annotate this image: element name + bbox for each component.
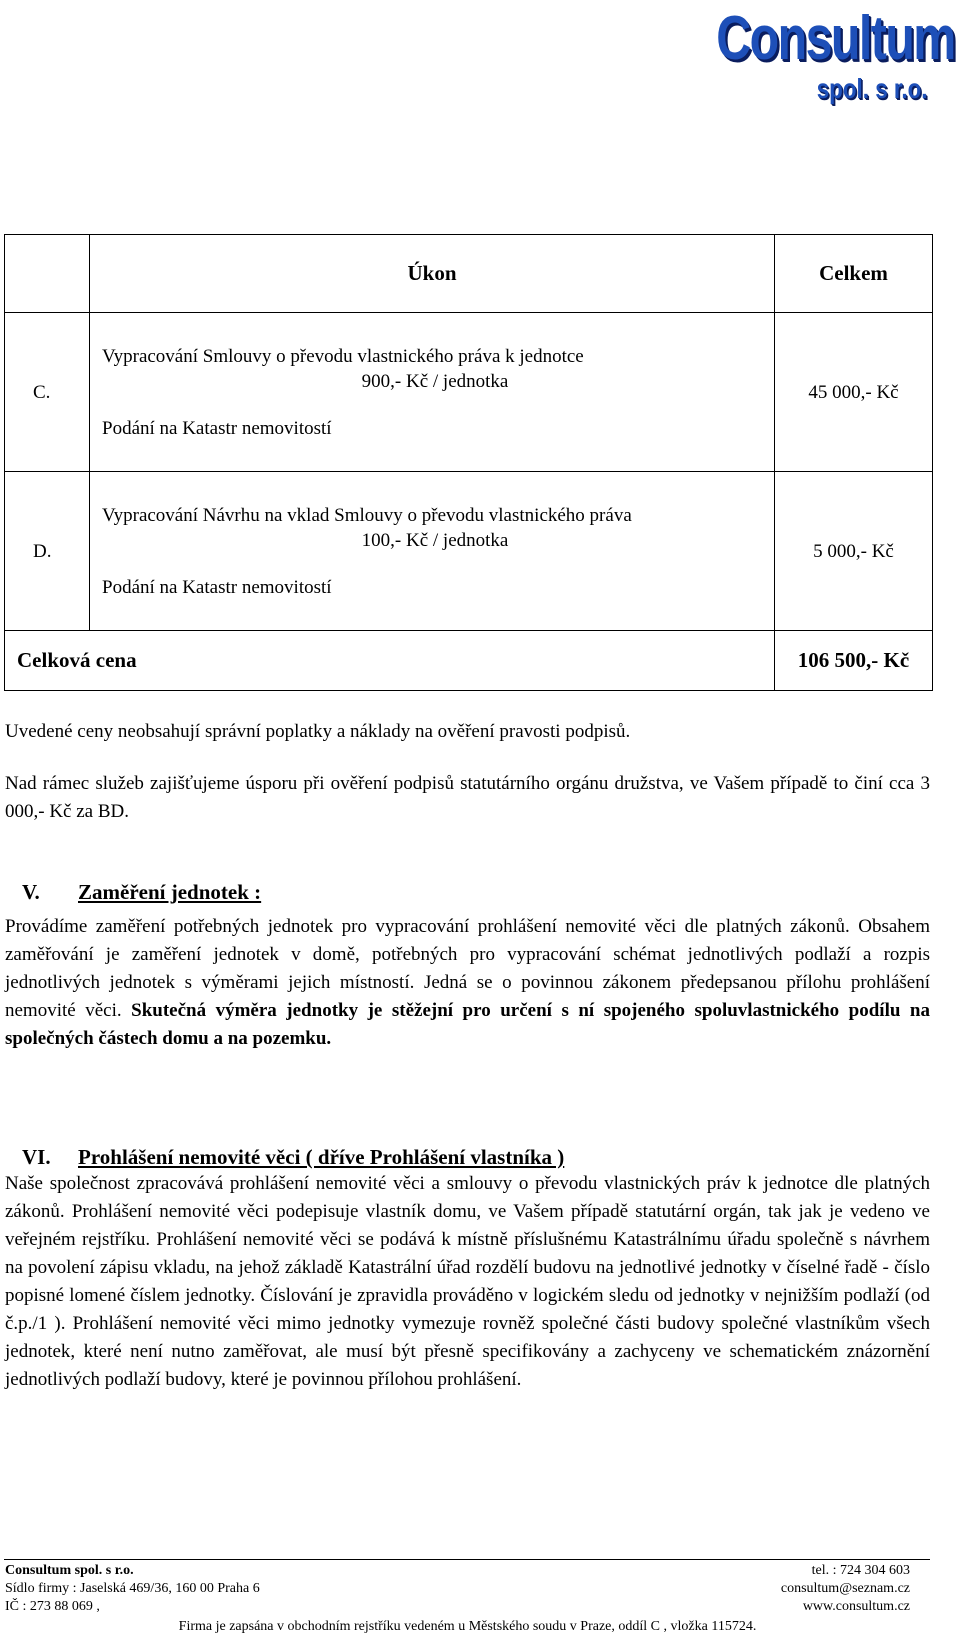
section-5-number: V. — [22, 880, 40, 904]
row-amount: 45 000,- Kč — [775, 313, 933, 472]
row-line-2: 900,- Kč / jednotka — [361, 370, 509, 392]
section-6-heading — [22, 1143, 564, 1171]
footer-ic: IČ : 273 88 069 , — [5, 1599, 100, 1614]
footer-divider — [4, 1559, 930, 1560]
table-total-row — [5, 631, 933, 691]
header-ukon: Úkon — [90, 235, 775, 313]
table-header-empty — [5, 235, 90, 313]
price-table — [4, 234, 933, 691]
note-fees: Uvedené ceny neobsahují správní poplatky a náklady na ověření pravosti podpisů. — [5, 721, 631, 742]
row-line-1: Vypracování Návrhu na vklad Smlouvy o převodu vlastnického práva — [102, 504, 632, 526]
row-code: C. — [5, 313, 90, 472]
footer-web: www.consultum.cz — [802, 1599, 910, 1614]
logo-subtitle: spol. s r.o. — [816, 73, 927, 104]
total-label: Celková cena — [5, 631, 775, 691]
logo-wordmark: Consultum — [716, 4, 955, 73]
total-amount: 106 500,- Kč — [775, 631, 933, 691]
row-code: D. — [5, 472, 90, 631]
section-6-body: Naše společnost zpracovává prohlášení nemovité věci a smlouvy o převodu vlastnických práv k jednotce dle platných zákonů. Prohlášení nemovité věci podepisuje vlastník domu, ve Vašem případě statutární orgán, tak jak je vedeno ve veřejném rejstříku. Prohlášení nemovité věci se podává k místně příslušnému Katastrálnímu úřadu společně s návrhem na povolení zápisu vkladu, na jehož základě Katastrální úřad rozdělí budovu na jednotlivé jednotky v číselné řadě - číslo popisné lomené číslem jednotky. Číslování je zpravidla prováděno v logickém sledu od jednotky v nejnižším podlaží (od č.p./1 ). Prohlášení nemovité věci mimo jednotky vymezuje rovněž společné části budovy společné vlastníkům všech jednotek, které není nutno zaměřovat, ale musí být přesně specifikovány a zachyceny ve schematickém znázornění jednotlivých podlaží budovy, které je povinnou přílohou prohlášení. — [5, 1173, 930, 1390]
table-row — [5, 313, 933, 472]
section-6-title: Prohlášení nemovité věci ( dříve Prohlášení vlastníka ) — [78, 1145, 565, 1169]
note-savings: Nad rámec služeb zajišťujeme úsporu při ověření podpisů statutárního orgánu družstva, ve Vašem případě to činí cca 3 000,- Kč za BD. — [5, 773, 930, 822]
row-line-3: Podání na Katastr nemovitostí — [102, 576, 332, 598]
section-5-text: Provádíme zaměření potřebných jednotek pro vypracování prohlášení nemovité věci dle platných zákonů. Obsahem zaměřování je zaměření jednotek v domě, potřebných pro vypracování schémat jednotlivých podlaží a rozpis jednotlivých jednotek s výměrami jejich místností. Jedná se o povinnou zákonem předepsanou přílohu prohlášení nemovité věci. — [5, 916, 930, 1021]
section-5-body — [5, 913, 930, 1053]
row-description — [90, 313, 775, 472]
row-line-2: 100,- Kč / jednotka — [361, 529, 509, 551]
company-logo — [716, 4, 955, 104]
row-amount: 5 000,- Kč — [775, 472, 933, 631]
footer-email: consultum@seznam.cz — [780, 1581, 910, 1596]
table-row — [5, 472, 933, 631]
footer-registry: Firma je zapsána v obchodním rejstříku vedeném u Městského soudu v Praze, oddíl C , vložka 115724. — [178, 1619, 757, 1634]
footer-phone: tel. : 724 304 603 — [811, 1563, 910, 1578]
section-6-number: VI. — [22, 1145, 51, 1169]
section-5-bold-text: Skutečná výměra jednotky je stěžejní pro určení s ní spojeného spoluvlastnického podílu na společných částech domu a na pozemku. — [5, 1000, 930, 1049]
header-celkem: Celkem — [775, 235, 933, 313]
row-line-1: Vypracování Smlouvy o převodu vlastnického práva k jednotce — [102, 345, 584, 367]
row-line-3: Podání na Katastr nemovitostí — [102, 417, 332, 439]
row-description — [90, 472, 775, 631]
footer-seat: Sídlo firmy : Jaselská 469/36, 160 00 Praha 6 — [5, 1581, 260, 1596]
section-5-heading — [22, 878, 261, 906]
table-header-row — [5, 235, 933, 313]
footer-company: Consultum spol. s r.o. — [5, 1563, 134, 1578]
section-5-title: Zaměření jednotek : — [78, 880, 262, 904]
